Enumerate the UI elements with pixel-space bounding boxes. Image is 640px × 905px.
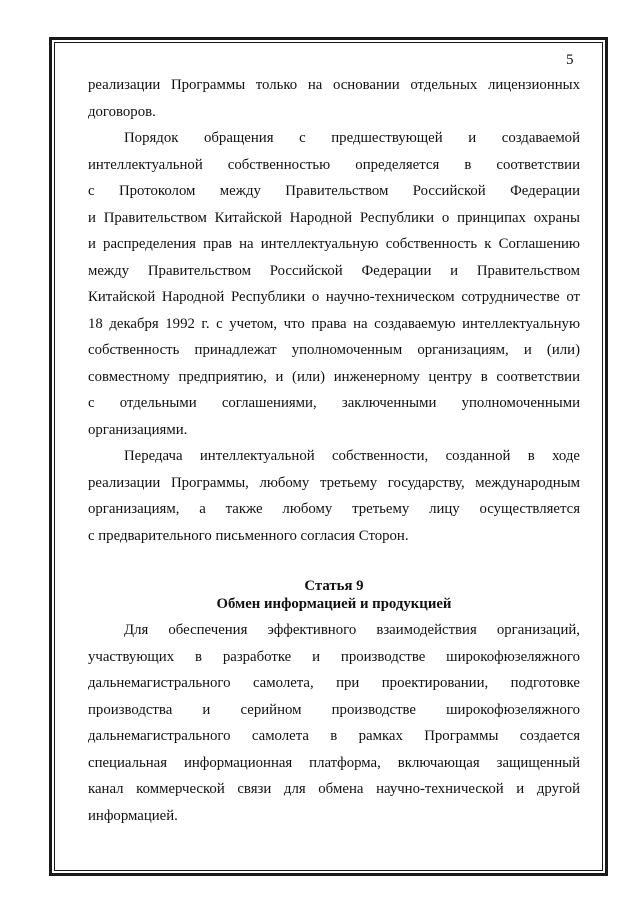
text-line: Китайской Народной Республики о научно-техническом сотрудничестве от (88, 289, 580, 305)
paragraph-ip-procedure (88, 125, 580, 443)
text-line: канал коммерческой связи для обмена научно-технической и другой (88, 781, 580, 797)
article-number: Статья 9 (304, 578, 364, 594)
text-line: дальнемагистрального самолета, при проектировании, подготовке (88, 675, 580, 691)
text-line: между Правительством Российской Федерации и Правительством (88, 262, 580, 279)
text-line: интеллектуальной собственностью определяется в соответствии (88, 156, 580, 173)
text-line: дальнемагистрального самолета в рамках Программы создается (88, 728, 580, 744)
text-line: информацией. (88, 807, 178, 824)
text-line: Передача интеллектуальной собственности, созданной в ходе (124, 448, 580, 464)
text-line: реализации Программы, любому третьему государству, международным (88, 474, 580, 491)
text-line: участвующих в разработке и производстве широкофюзеляжного (88, 648, 580, 665)
text-line: с отдельными соглашениями, заключенными уполномоченными (88, 395, 580, 411)
page-number: 5 (566, 52, 574, 68)
text-line: производства и серийном производстве широкофюзеляжного (88, 701, 580, 718)
text-line: реализации Программы только на основании отдельных лицензионных (88, 77, 580, 93)
text-line: договоров. (88, 103, 156, 120)
text-line: организациям, а также любому третьему лицу осуществляется (88, 501, 580, 517)
text-line: с Протоколом между Правительством Российской Федерации (88, 183, 580, 199)
text-line: Порядок обращения с предшествующей и создаваемой (124, 130, 580, 146)
article-heading (88, 577, 580, 613)
text-line: и распределения прав на интеллектуальную собственность к Соглашению (88, 236, 580, 252)
text-line: организациями. (88, 421, 188, 438)
document-body (88, 72, 580, 829)
paragraph-licensing (88, 72, 580, 125)
text-line: совместному предприятию, и (или) инженерному центру в соответствии (88, 368, 580, 385)
paragraph-ip-transfer (88, 443, 580, 549)
text-line: с предварительного письменного согласия Сторон. (88, 527, 409, 544)
text-line: 18 декабря 1992 г. с учетом, что права на создаваемую интеллектуальную (88, 315, 580, 332)
paragraph-info-exchange (88, 617, 580, 829)
text-line: собственность принадлежат уполномоченным организациям, и (или) (88, 342, 580, 358)
text-line: специальная информационная платформа, включающая защищенный (88, 754, 580, 771)
text-line: Для обеспечения эффективного взаимодействия организаций, (124, 622, 580, 638)
article-title: Обмен информацией и продукцией (216, 596, 452, 612)
text-line: и Правительством Китайской Народной Республики о принципах охраны (88, 209, 580, 226)
